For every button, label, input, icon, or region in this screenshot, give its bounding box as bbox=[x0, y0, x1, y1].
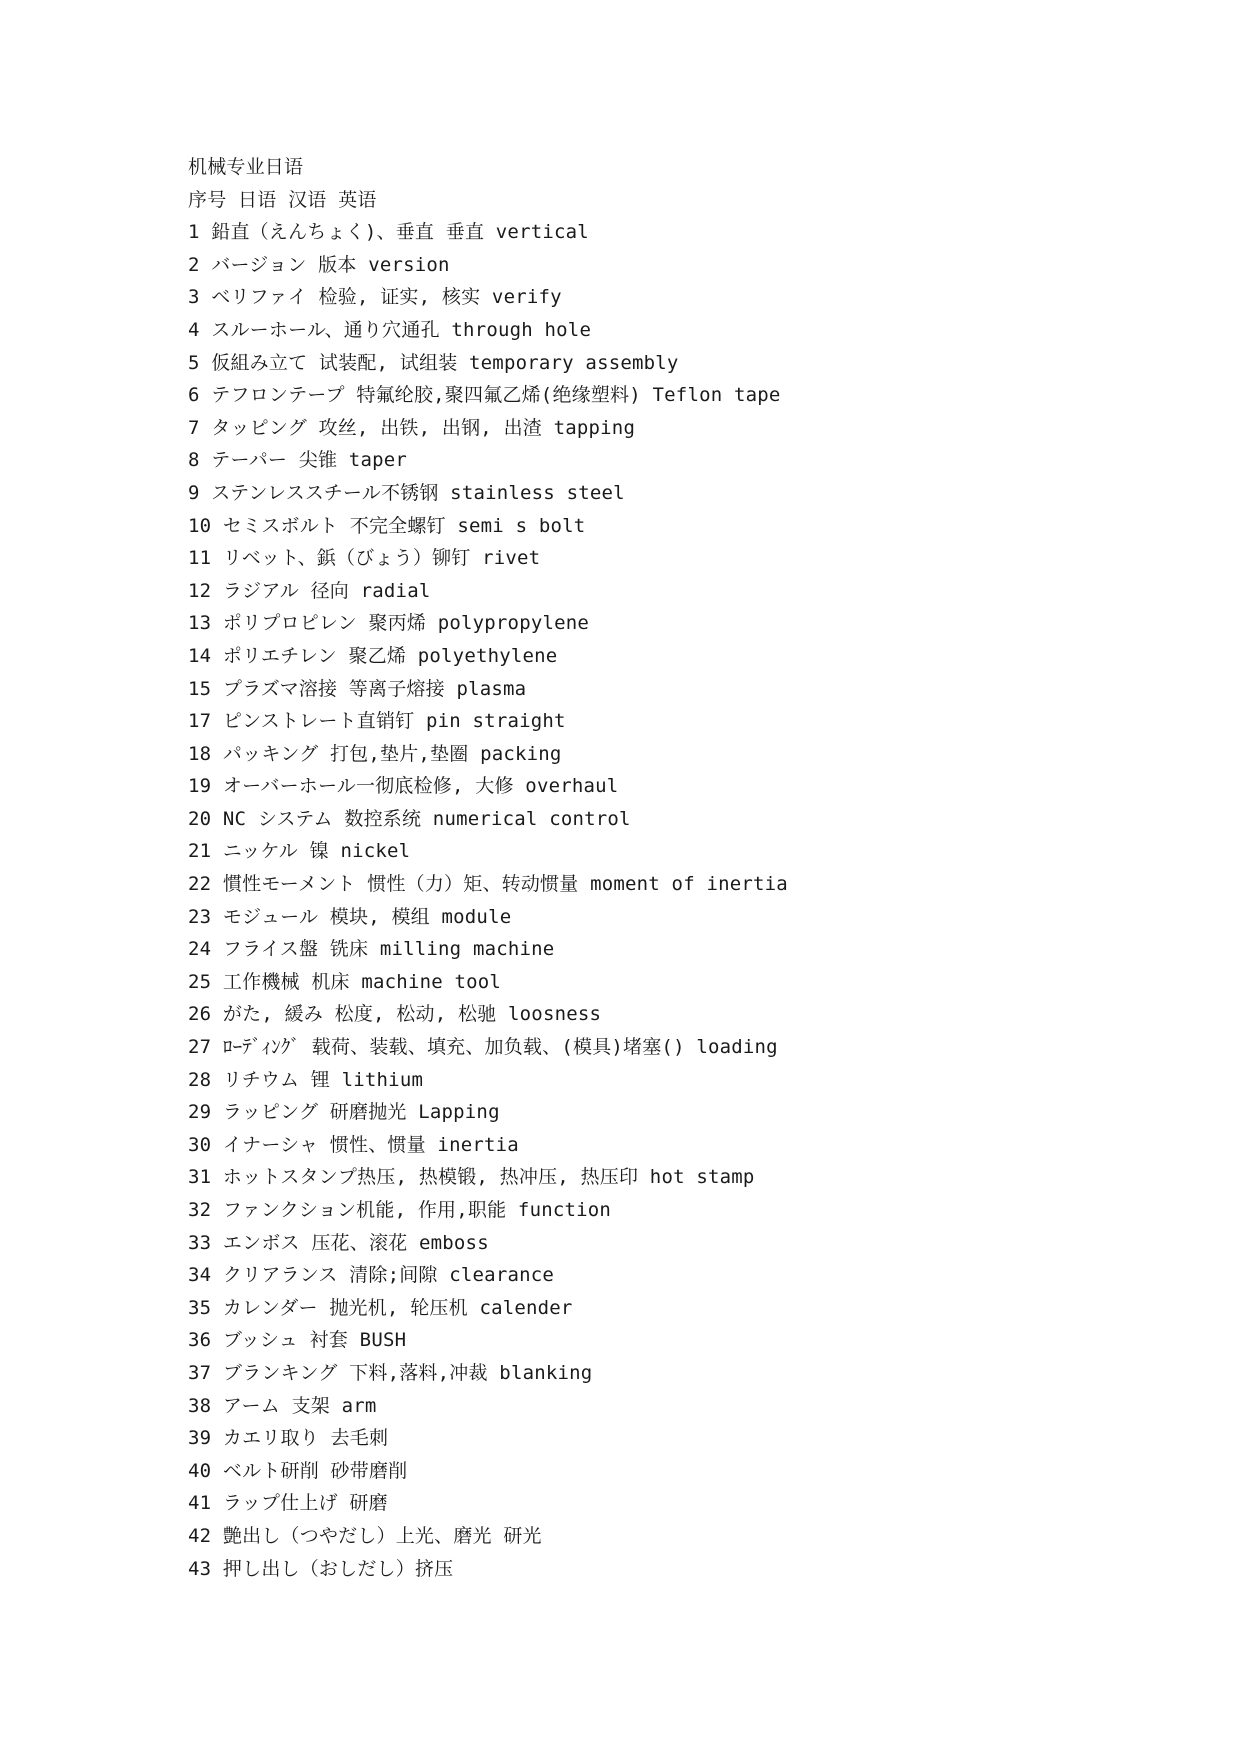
list-item: 31 ホットスタンプ热压, 热模锻, 热冲压, 热压印 hot stamp bbox=[188, 1166, 755, 1189]
list-item: 15 プラズマ溶接 等离子熔接 plasma bbox=[188, 677, 527, 700]
list-item: 40 ベルト研削 砂带磨削 bbox=[188, 1459, 408, 1482]
list-item: 5 仮組み立て 试装配, 试组装 temporary assembly bbox=[188, 351, 679, 374]
list-item: 39 カエリ取り 去毛刺 bbox=[188, 1427, 389, 1450]
list-item: 2 バージョン 版本 version bbox=[188, 253, 450, 276]
list-item: 1 鉛直（えんちょく)、垂直 垂直 vertical bbox=[188, 221, 589, 244]
list-item: 12 ラジアル 径向 radial bbox=[188, 579, 431, 602]
list-item: 37 ブランキング 下料,落料,冲裁 blanking bbox=[188, 1361, 593, 1384]
list-item: 43 押し出し（おしだし）挤压 bbox=[188, 1557, 454, 1580]
list-item: 34 クリアランス 清除;间隙 clearance bbox=[188, 1264, 555, 1287]
list-item: 26 がた, 緩み 松度, 松动, 松驰 loosness bbox=[188, 1003, 602, 1026]
list-item: 8 テーパー 尖锥 taper bbox=[188, 449, 408, 472]
list-item: 7 タッピング 攻丝, 出铁, 出钢, 出渣 tapping bbox=[188, 416, 636, 439]
document-title: 机械专业日语 bbox=[188, 156, 304, 178]
list-item: 42 艶出し（つやだし）上光、磨光 研光 bbox=[188, 1524, 542, 1547]
list-item: 38 アーム 支架 arm bbox=[188, 1394, 377, 1417]
list-item: 29 ラッピング 研磨抛光 Lapping bbox=[188, 1101, 500, 1124]
list-item: 28 リチウム 锂 lithium bbox=[188, 1068, 424, 1091]
list-item: 35 カレンダー 抛光机, 轮压机 calender bbox=[188, 1296, 573, 1319]
list-item: 20 NC システム 数控系统 numerical control bbox=[188, 807, 631, 830]
list-item: 9 ステンレススチール不锈钢 stainless steel bbox=[188, 481, 625, 504]
list-item: 11 リベット、鋲（びょう）铆钉 rivet bbox=[188, 547, 541, 570]
list-item: 6 テフロンテープ 特氟纶胶,聚四氟乙烯(绝缘塑料) Teflon tape bbox=[188, 384, 781, 407]
list-item: 36 ブッシュ 衬套 BUSH bbox=[188, 1329, 407, 1352]
list-item: 33 エンボス 压花、滚花 emboss bbox=[188, 1231, 489, 1254]
list-item: 14 ポリエチレン 聚乙烯 polyethylene bbox=[188, 644, 558, 667]
list-item: 25 工作機械 机床 machine tool bbox=[188, 970, 502, 993]
entry-list bbox=[188, 216, 1188, 1585]
list-item: 30 イナーシャ 惯性、惯量 inertia bbox=[188, 1133, 519, 1156]
list-item: 32 ファンクション机能, 作用,职能 function bbox=[188, 1199, 612, 1221]
list-item: 19 オーバーホール一彻底检修, 大修 overhaul bbox=[188, 775, 619, 798]
column-header: 序号 日语 汉语 英语 bbox=[188, 188, 377, 211]
list-item: 3 ベリファイ 检验, 证实, 核实 verify bbox=[188, 286, 562, 309]
list-item: 41 ラップ仕上げ 研磨 bbox=[188, 1492, 388, 1515]
list-item: 21 ニッケル 镍 nickel bbox=[188, 840, 411, 863]
list-item: 22 慣性モーメント 惯性（力）矩、转动惯量 moment of inertia bbox=[188, 873, 788, 896]
list-item: 27 ﾛｰﾃﾞｨﾝｸﾞ 载荷、装载、填充、加负载、(模具)堵塞() loading bbox=[188, 1036, 778, 1059]
list-item: 24 フライス盤 铣床 milling machine bbox=[188, 938, 555, 961]
list-item: 18 パッキング 打包,垫片,垫圈 packing bbox=[188, 742, 562, 765]
list-item: 13 ポリプロピレン 聚丙烯 polypropylene bbox=[188, 612, 590, 635]
list-item: 23 モジュール 模块, 模组 module bbox=[188, 905, 512, 928]
list-item: 10 セミスボルト 不完全螺钉 semi s bolt bbox=[188, 514, 586, 537]
document-body bbox=[188, 151, 1188, 1585]
list-item: 17 ピンストレート直销钉 pin straight bbox=[188, 710, 566, 733]
list-item: 4 スルーホール、通り穴通孔 through hole bbox=[188, 318, 592, 341]
